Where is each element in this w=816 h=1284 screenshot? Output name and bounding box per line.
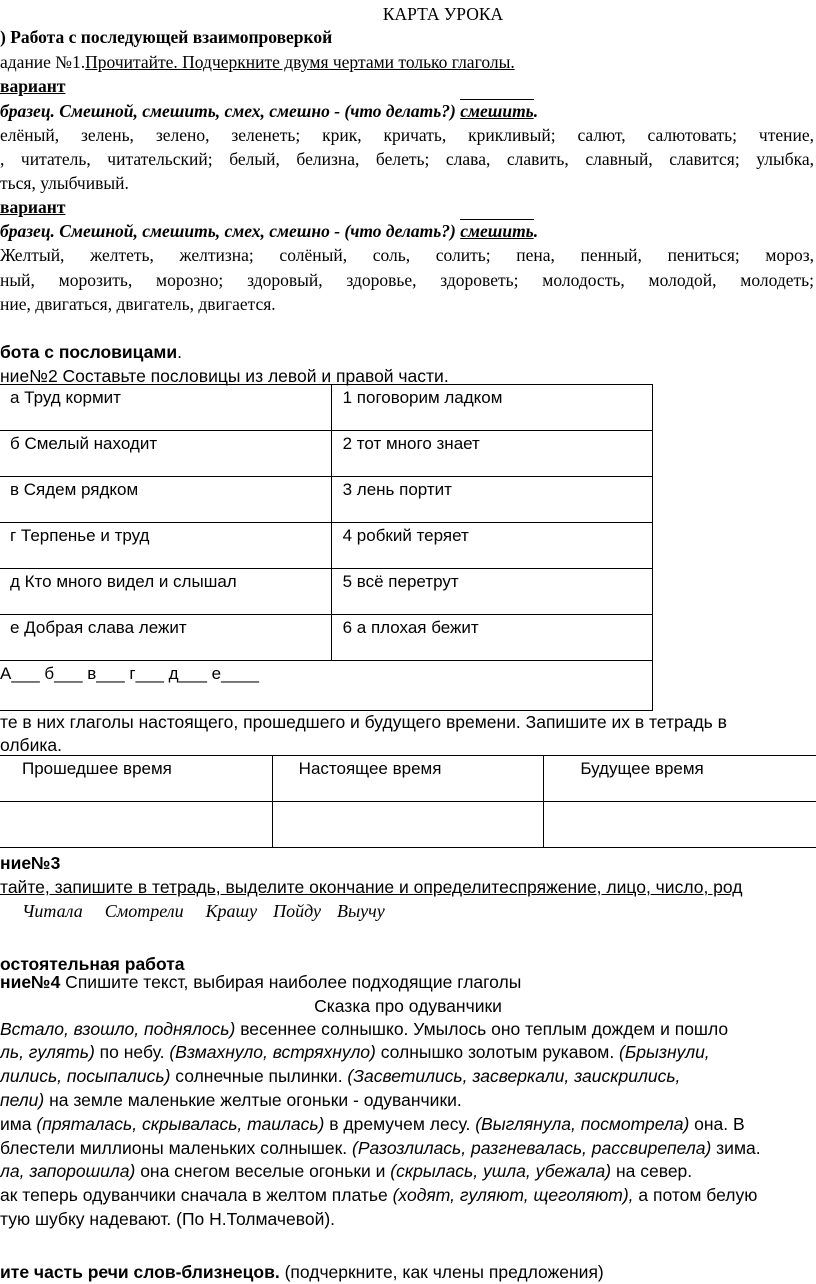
tense-table xyxy=(0,755,816,848)
verb-choice: (Разозлилась, разгневалась, рассвирепела) xyxy=(352,1138,712,1158)
word-2: Смотрели xyxy=(104,901,184,921)
verb-choice: Встало, взошло, поднялось) xyxy=(0,1019,236,1039)
variant2-sample-text: бразец. Смешной, смешить, смех, смешно - (что делать?) xyxy=(0,221,461,241)
proverb-left-text: б Смелый находит xyxy=(10,434,158,453)
story-fragment: зима. xyxy=(711,1138,761,1158)
story-fragment: солнечные пылинки. xyxy=(170,1066,348,1086)
variant1-sample-word: смешить xyxy=(460,101,534,121)
proverb-right-cell xyxy=(331,431,652,477)
tense-header-present-label: Настоящее время xyxy=(298,759,442,778)
section4-heading: остоятельная работа xyxy=(0,954,185,974)
variant2-line-3: ние, двигаться, двигатель, двигается. xyxy=(0,294,276,314)
proverb-left-cell xyxy=(0,615,331,661)
story-fragment: весеннее солнышко. Умылось оно теплым дождем и пошло xyxy=(235,1019,729,1039)
proverb-left-text: в Сядем рядком xyxy=(10,480,139,499)
story-line xyxy=(0,1137,761,1159)
tense-header-future-label: Будущее время xyxy=(580,759,704,778)
variant1-line-1: елёный, зелень, зелено, зеленеть; крик, кричать, крикливый; салют, салютовать; чтение, xyxy=(0,125,814,145)
proverb-row xyxy=(0,385,653,431)
page-title: КАРТА УРОКА xyxy=(382,4,504,24)
story-line xyxy=(0,1160,692,1182)
tense-header-future xyxy=(544,756,816,802)
story-fragment: на север. xyxy=(611,1161,693,1181)
proverb-right-cell xyxy=(331,477,652,523)
variant2-line-2: ный, морозить, морозно; здоровый, здоровье, здороветь; молодость, молодой, молодеть; xyxy=(0,270,814,290)
verb-choice: лились, посыпались) xyxy=(0,1066,171,1086)
verb-choice: пели) xyxy=(0,1090,45,1110)
story-fragment: а потом белую xyxy=(633,1185,758,1205)
proverb-right-text: 4 робкий теряет xyxy=(342,526,469,545)
proverb-right-text: 2 тот много знает xyxy=(342,434,480,453)
story-line xyxy=(0,1041,710,1063)
variant1-sample: бразец. Смешной, смешить, смех, смешно - (что делать?) смешить. xyxy=(0,101,539,121)
proverb-right-text: 3 лень портит xyxy=(342,480,452,499)
verb-choice: (Выглянула, посмотрела) xyxy=(475,1114,690,1134)
proverb-right-cell xyxy=(331,569,652,615)
proverb-left-text: а Труд кормит xyxy=(10,388,121,407)
story-line xyxy=(0,1089,462,1111)
story-fragment: блестели миллионы маленьких солнышек. xyxy=(0,1138,353,1158)
tense-header-past-label: Прошедшее время xyxy=(22,759,172,778)
proverbs-table xyxy=(0,384,653,711)
task3-words xyxy=(22,900,385,922)
proverb-left-cell xyxy=(0,431,331,477)
word-4: Пойду xyxy=(273,901,321,921)
proverb-right-cell xyxy=(331,523,652,569)
section5-line xyxy=(0,1261,604,1283)
proverb-right-cell xyxy=(331,615,652,661)
verb-choice: (ходят, гуляют, щеголяют), xyxy=(392,1185,634,1205)
proverb-left-text: е Добрая слава лежит xyxy=(10,618,187,637)
task4-heading: ние№4 xyxy=(0,972,61,992)
proverb-right-text: 6 а плохая бежит xyxy=(342,618,479,637)
proverb-left-cell xyxy=(0,477,331,523)
proverb-row xyxy=(0,477,653,523)
story-fragment: има xyxy=(0,1114,37,1134)
task1-line xyxy=(0,51,515,73)
story-fragment: по небу. xyxy=(94,1042,170,1062)
story-line xyxy=(0,1018,728,1040)
verb-choice: ла, запорошила) xyxy=(0,1161,136,1181)
proverb-row xyxy=(0,431,653,477)
proverb-right-text: 1 поговорим ладком xyxy=(342,388,503,407)
proverb-row xyxy=(0,569,653,615)
variant1-label: вариант xyxy=(0,76,66,96)
answer-row-text: А___ б___ в___ г___ д___ е____ xyxy=(0,664,259,683)
section5-note: (подчеркните, как члены предложения) xyxy=(279,1262,604,1282)
variant1-sample-text: бразец. Смешной, смешить, смех, смешно - (что делать?) xyxy=(0,101,461,121)
story-title: Сказка про одуванчики xyxy=(314,996,502,1016)
variant2-sample: бразец. Смешной, смешить, смех, смешно - (что делать?) смешить. xyxy=(0,221,539,241)
tense-header-present xyxy=(272,756,544,802)
variant2-label: вариант xyxy=(0,197,66,217)
verb-choice: (скрылась, ушла, убежала) xyxy=(390,1161,612,1181)
section5-heading: ите часть речи слов-близнецов. xyxy=(0,1262,280,1282)
story-fragment: в дремучем лесу. xyxy=(324,1114,476,1134)
proverb-left-cell xyxy=(0,385,331,431)
proverb-left-text: д Кто много видел и слышал xyxy=(10,572,237,591)
story-fragment: солнышко золотым рукавом. xyxy=(375,1042,620,1062)
verb-choice: (пряталась, скрывалась, таилась) xyxy=(36,1114,325,1134)
proverb-left-cell xyxy=(0,523,331,569)
proverb-row xyxy=(0,615,653,661)
section2-heading-suffix: . xyxy=(177,342,182,362)
story-line xyxy=(0,1184,757,1206)
find-verbs-line-1: те в них глаголы настоящего, прошедшего и будущего времени. Запишите их в тетрадь в xyxy=(0,712,727,732)
story-line xyxy=(0,1113,745,1135)
task3-text: тайте, запишите в тетрадь, выделите окончание и определитеспряжение, лицо, число, род xyxy=(0,877,743,897)
story-fragment: она. В xyxy=(689,1114,745,1134)
word-5: Выучу xyxy=(336,901,385,921)
word-1: Читала xyxy=(22,901,83,921)
proverb-right-cell xyxy=(331,385,652,431)
proverb-row xyxy=(0,523,653,569)
verb-choice: ль, гулять) xyxy=(0,1042,95,1062)
verb-choice: (Засветились, засверкали, заискрились, xyxy=(347,1066,681,1086)
variant1-line-2: , читатель, читательский; белый, белизна, белеть; слава, славить, славный, славится; улыбка, xyxy=(0,149,814,169)
section1-heading: ) Работа с последующей взаимопроверкой xyxy=(0,27,333,47)
word-3: Крашу xyxy=(205,901,258,921)
variant1-line-3: ться, улыбчивый. xyxy=(0,173,129,193)
task3-heading: ние№3 xyxy=(0,853,61,873)
variant2-line-1: Желтый, желтеть, желтизна; солёный, соль, солить; пена, пенный, пениться; мороз, xyxy=(0,245,814,265)
tense-cell-past[interactable] xyxy=(0,802,272,848)
proverb-right-text: 5 всё перетрут xyxy=(342,572,459,591)
tense-header-past xyxy=(0,756,272,802)
tense-cell-present[interactable] xyxy=(272,802,544,848)
task4-text: Спишите текст, выбирая наиболее подходящие глаголы xyxy=(60,972,522,992)
find-verbs-line-2: олбика. xyxy=(0,735,62,755)
proverb-left-text: г Терпенье и труд xyxy=(10,526,150,545)
task4-line xyxy=(0,971,521,993)
story-line xyxy=(0,1208,335,1230)
task1-text: Прочитайте. Подчеркните двумя чертами только глаголы. xyxy=(85,52,515,72)
task1-prefix: адание №1. xyxy=(0,52,86,72)
task2-text: ние№2 Составьте пословицы из левой и правой части. xyxy=(0,366,449,386)
story-fragment: она снегом веселые огоньки и xyxy=(135,1161,391,1181)
section2-heading: бота с пословицами xyxy=(0,342,178,362)
tense-cell-future[interactable] xyxy=(544,802,816,848)
answer-row xyxy=(0,661,653,711)
story-fragment: на земле маленькие желтые огоньки - одуванчики. xyxy=(44,1090,462,1110)
variant2-sample-word: смешить xyxy=(460,221,534,241)
verb-choice: (Взмахнуло, встряхнуло) xyxy=(169,1042,376,1062)
story-line xyxy=(0,1065,680,1087)
proverb-left-cell xyxy=(0,569,331,615)
verb-choice: (Брызнули, xyxy=(619,1042,710,1062)
story-fragment: ак теперь одуванчики сначала в желтом платье xyxy=(0,1185,393,1205)
story-fragment: тую шубку надевают. (По Н.Толмачевой). xyxy=(0,1209,336,1229)
